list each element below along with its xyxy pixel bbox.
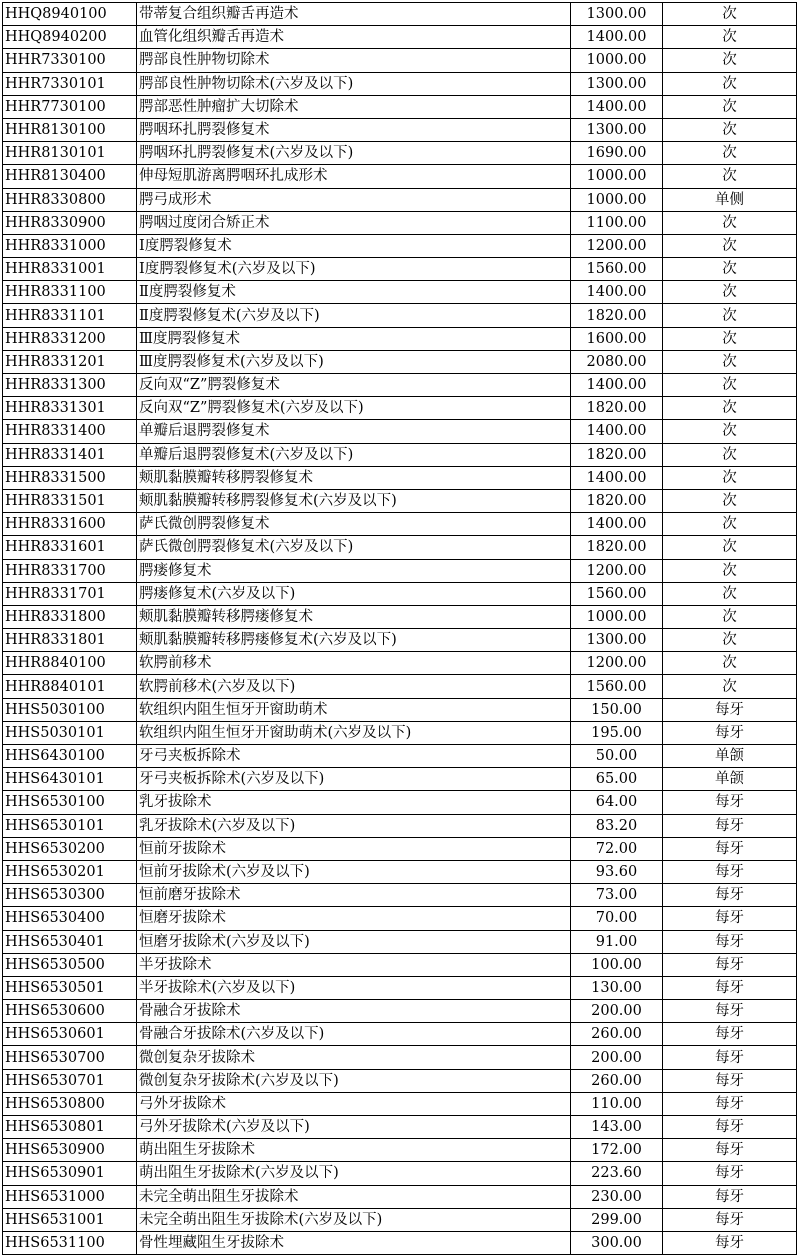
item-code-cell: HHR8331500 <box>3 466 137 489</box>
table-row <box>3 142 797 165</box>
item-code-cell: HHS6530701 <box>3 1069 137 1092</box>
item-code-cell: HHS6530100 <box>3 791 137 814</box>
item-price-cell: 1300.00 <box>571 118 663 141</box>
table-row <box>3 1046 797 1069</box>
item-unit-cell: 每牙 <box>663 953 797 976</box>
item-unit-cell: 每牙 <box>663 791 797 814</box>
item-name-cell: Ⅲ度腭裂修复术 <box>137 327 571 350</box>
item-name-cell: 软组织内阻生恒牙开窗助萌术 <box>137 698 571 721</box>
item-price-cell: 1690.00 <box>571 142 663 165</box>
item-name-cell: Ⅱ度腭裂修复术 <box>137 281 571 304</box>
table-row <box>3 652 797 675</box>
item-code-cell: HHS6530800 <box>3 1092 137 1115</box>
item-name-cell: 恒前磨牙拔除术 <box>137 884 571 907</box>
item-price-cell: 260.00 <box>571 1069 663 1092</box>
item-unit-cell: 次 <box>663 258 797 281</box>
item-code-cell: HHR8331701 <box>3 582 137 605</box>
table-row <box>3 72 797 95</box>
item-price-cell: 1400.00 <box>571 466 663 489</box>
table-row <box>3 605 797 628</box>
item-name-cell: 腭瘘修复术(六岁及以下) <box>137 582 571 605</box>
item-name-cell: 半牙拔除术 <box>137 953 571 976</box>
item-unit-cell: 次 <box>663 652 797 675</box>
item-code-cell: HHR8840100 <box>3 652 137 675</box>
item-price-cell: 1000.00 <box>571 605 663 628</box>
item-price-cell: 172.00 <box>571 1139 663 1162</box>
item-price-cell: 1400.00 <box>571 420 663 443</box>
item-price-cell: 200.00 <box>571 1046 663 1069</box>
item-name-cell: 萨氏微创腭裂修复术(六岁及以下) <box>137 536 571 559</box>
item-price-cell: 1300.00 <box>571 3 663 26</box>
item-name-cell: 软腭前移术(六岁及以下) <box>137 675 571 698</box>
item-code-cell: HHS6530200 <box>3 837 137 860</box>
table-row <box>3 721 797 744</box>
item-code-cell: HHS5030101 <box>3 721 137 744</box>
item-unit-cell: 每牙 <box>663 1092 797 1115</box>
item-name-cell: 软组织内阻生恒牙开窗助萌术(六岁及以下) <box>137 721 571 744</box>
item-price-cell: 91.00 <box>571 930 663 953</box>
item-code-cell: HHS6531100 <box>3 1231 137 1254</box>
table-row <box>3 860 797 883</box>
item-name-cell: 腭部恶性肿瘤扩大切除术 <box>137 95 571 118</box>
table-row <box>3 443 797 466</box>
item-code-cell: HHR7330101 <box>3 72 137 95</box>
item-unit-cell: 每牙 <box>663 930 797 953</box>
item-code-cell: HHR8130100 <box>3 118 137 141</box>
item-unit-cell: 次 <box>663 350 797 373</box>
item-unit-cell: 次 <box>663 559 797 582</box>
item-name-cell: 微创复杂牙拔除术 <box>137 1046 571 1069</box>
item-unit-cell: 每牙 <box>663 1046 797 1069</box>
item-price-cell: 223.60 <box>571 1162 663 1185</box>
item-unit-cell: 次 <box>663 374 797 397</box>
item-unit-cell: 次 <box>663 605 797 628</box>
item-unit-cell: 每牙 <box>663 698 797 721</box>
table-row <box>3 1116 797 1139</box>
item-unit-cell: 次 <box>663 536 797 559</box>
table-row <box>3 1162 797 1185</box>
item-code-cell: HHS6530900 <box>3 1139 137 1162</box>
table-row <box>3 165 797 188</box>
item-code-cell: HHR8330900 <box>3 211 137 234</box>
table-row <box>3 884 797 907</box>
item-price-cell: 1300.00 <box>571 72 663 95</box>
item-price-cell: 300.00 <box>571 1231 663 1254</box>
item-unit-cell: 次 <box>663 466 797 489</box>
item-name-cell: 颊肌黏膜瓣转移腭瘘修复术(六岁及以下) <box>137 629 571 652</box>
item-name-cell: 弓外牙拔除术(六岁及以下) <box>137 1116 571 1139</box>
table-row <box>3 698 797 721</box>
item-code-cell: HHS5030100 <box>3 698 137 721</box>
item-name-cell: 微创复杂牙拔除术(六岁及以下) <box>137 1069 571 1092</box>
table-row <box>3 1092 797 1115</box>
item-name-cell: 恒磨牙拔除术 <box>137 907 571 930</box>
item-price-cell: 130.00 <box>571 976 663 999</box>
item-name-cell: 反向双“Z”腭裂修复术(六岁及以下) <box>137 397 571 420</box>
item-name-cell: 恒前牙拔除术 <box>137 837 571 860</box>
item-price-cell: 1200.00 <box>571 234 663 257</box>
item-unit-cell: 次 <box>663 582 797 605</box>
item-price-cell: 1000.00 <box>571 188 663 211</box>
item-name-cell: 反向双“Z”腭裂修复术 <box>137 374 571 397</box>
table-row <box>3 26 797 49</box>
item-price-cell: 2080.00 <box>571 350 663 373</box>
table-row <box>3 629 797 652</box>
item-price-cell: 1820.00 <box>571 397 663 420</box>
item-unit-cell: 每牙 <box>663 837 797 860</box>
item-code-cell: HHR8331300 <box>3 374 137 397</box>
item-unit-cell: 次 <box>663 420 797 443</box>
item-price-cell: 1820.00 <box>571 536 663 559</box>
item-price-cell: 1820.00 <box>571 489 663 512</box>
table-row <box>3 791 797 814</box>
table-row <box>3 49 797 72</box>
item-unit-cell: 次 <box>663 281 797 304</box>
item-name-cell: Ⅲ度腭裂修复术(六岁及以下) <box>137 350 571 373</box>
table-row <box>3 211 797 234</box>
item-price-cell: 1820.00 <box>571 443 663 466</box>
item-name-cell: 腭弓成形术 <box>137 188 571 211</box>
item-code-cell: HHS6530700 <box>3 1046 137 1069</box>
item-unit-cell: 每牙 <box>663 1139 797 1162</box>
table-row <box>3 536 797 559</box>
item-name-cell: 牙弓夹板拆除术(六岁及以下) <box>137 768 571 791</box>
item-name-cell: 腭部良性肿物切除术(六岁及以下) <box>137 72 571 95</box>
item-unit-cell: 次 <box>663 49 797 72</box>
item-price-cell: 93.60 <box>571 860 663 883</box>
item-name-cell: 伸母短肌游离腭咽环扎成形术 <box>137 165 571 188</box>
item-name-cell: 腭瘘修复术 <box>137 559 571 582</box>
item-name-cell: 单瓣后退腭裂修复术(六岁及以下) <box>137 443 571 466</box>
item-price-cell: 72.00 <box>571 837 663 860</box>
item-price-cell: 200.00 <box>571 1000 663 1023</box>
table-row <box>3 745 797 768</box>
item-name-cell: 颊肌黏膜瓣转移腭裂修复术(六岁及以下) <box>137 489 571 512</box>
item-name-cell: 未完全萌出阻生牙拔除术 <box>137 1185 571 1208</box>
table-row <box>3 768 797 791</box>
table-row <box>3 374 797 397</box>
table-row <box>3 1069 797 1092</box>
table-row <box>3 397 797 420</box>
table-row <box>3 1000 797 1023</box>
item-code-cell: HHR8840101 <box>3 675 137 698</box>
item-price-cell: 1000.00 <box>571 49 663 72</box>
item-name-cell: Ⅰ度腭裂修复术(六岁及以下) <box>137 258 571 281</box>
item-unit-cell: 单颌 <box>663 745 797 768</box>
item-name-cell: 未完全萌出阻生牙拔除术(六岁及以下) <box>137 1208 571 1231</box>
item-price-cell: 1000.00 <box>571 165 663 188</box>
table-row <box>3 513 797 536</box>
item-code-cell: HHS6530600 <box>3 1000 137 1023</box>
item-name-cell: 软腭前移术 <box>137 652 571 675</box>
table-row <box>3 188 797 211</box>
item-unit-cell: 次 <box>663 397 797 420</box>
item-price-cell: 50.00 <box>571 745 663 768</box>
item-unit-cell: 每牙 <box>663 884 797 907</box>
item-code-cell: HHS6530901 <box>3 1162 137 1185</box>
item-name-cell: 颊肌黏膜瓣转移腭瘘修复术 <box>137 605 571 628</box>
item-price-cell: 70.00 <box>571 907 663 930</box>
table-row <box>3 1023 797 1046</box>
item-code-cell: HHS6530601 <box>3 1023 137 1046</box>
item-unit-cell: 每牙 <box>663 1116 797 1139</box>
item-unit-cell: 每牙 <box>663 721 797 744</box>
item-price-cell: 1400.00 <box>571 374 663 397</box>
item-code-cell: HHR8331400 <box>3 420 137 443</box>
item-price-cell: 110.00 <box>571 1092 663 1115</box>
item-price-cell: 73.00 <box>571 884 663 907</box>
item-price-cell: 83.20 <box>571 814 663 837</box>
item-unit-cell: 每牙 <box>663 907 797 930</box>
item-code-cell: HHS6530201 <box>3 860 137 883</box>
item-code-cell: HHR8331800 <box>3 605 137 628</box>
item-price-cell: 1560.00 <box>571 582 663 605</box>
item-name-cell: 萌出阻生牙拔除术(六岁及以下) <box>137 1162 571 1185</box>
item-code-cell: HHS6530300 <box>3 884 137 907</box>
item-name-cell: 萌出阻生牙拔除术 <box>137 1139 571 1162</box>
item-code-cell: HHR8331100 <box>3 281 137 304</box>
item-price-cell: 1400.00 <box>571 26 663 49</box>
table-row <box>3 675 797 698</box>
table-row <box>3 559 797 582</box>
item-code-cell: HHR7730100 <box>3 95 137 118</box>
item-code-cell: HHS6530801 <box>3 1116 137 1139</box>
table-row <box>3 1231 797 1254</box>
table-row <box>3 234 797 257</box>
table-row <box>3 837 797 860</box>
item-unit-cell: 单侧 <box>663 188 797 211</box>
table-row <box>3 930 797 953</box>
item-code-cell: HHS6530500 <box>3 953 137 976</box>
item-price-cell: 195.00 <box>571 721 663 744</box>
table-row <box>3 118 797 141</box>
item-unit-cell: 次 <box>663 95 797 118</box>
item-price-cell: 1400.00 <box>571 95 663 118</box>
item-name-cell: 弓外牙拔除术 <box>137 1092 571 1115</box>
item-price-cell: 65.00 <box>571 768 663 791</box>
item-code-cell: HHR8331700 <box>3 559 137 582</box>
table-row <box>3 304 797 327</box>
item-code-cell: HHS6531001 <box>3 1208 137 1231</box>
item-unit-cell: 次 <box>663 26 797 49</box>
item-code-cell: HHR8331301 <box>3 397 137 420</box>
item-unit-cell: 次 <box>663 142 797 165</box>
table-row <box>3 327 797 350</box>
item-name-cell: 单瓣后退腭裂修复术 <box>137 420 571 443</box>
item-price-cell: 299.00 <box>571 1208 663 1231</box>
item-name-cell: 腭部良性肿物切除术 <box>137 49 571 72</box>
item-price-cell: 64.00 <box>571 791 663 814</box>
item-unit-cell: 次 <box>663 327 797 350</box>
item-unit-cell: 每牙 <box>663 976 797 999</box>
table-row <box>3 466 797 489</box>
item-code-cell: HHR8331601 <box>3 536 137 559</box>
item-unit-cell: 每牙 <box>663 1162 797 1185</box>
item-unit-cell: 每牙 <box>663 860 797 883</box>
item-unit-cell: 单颌 <box>663 768 797 791</box>
item-price-cell: 260.00 <box>571 1023 663 1046</box>
item-unit-cell: 每牙 <box>663 1069 797 1092</box>
item-name-cell: 腭咽过度闭合矫正术 <box>137 211 571 234</box>
item-code-cell: HHR7330100 <box>3 49 137 72</box>
item-name-cell: 牙弓夹板拆除术 <box>137 745 571 768</box>
table-row <box>3 3 797 26</box>
table-row <box>3 907 797 930</box>
item-unit-cell: 每牙 <box>663 1185 797 1208</box>
table-row <box>3 1208 797 1231</box>
item-unit-cell: 每牙 <box>663 814 797 837</box>
item-price-cell: 1600.00 <box>571 327 663 350</box>
item-price-cell: 1400.00 <box>571 281 663 304</box>
item-unit-cell: 次 <box>663 211 797 234</box>
item-code-cell: HHR8331501 <box>3 489 137 512</box>
item-unit-cell: 每牙 <box>663 1208 797 1231</box>
item-price-cell: 143.00 <box>571 1116 663 1139</box>
table-row <box>3 420 797 443</box>
item-name-cell: 带蒂复合组织瓣舌再造术 <box>137 3 571 26</box>
item-name-cell: Ⅱ度腭裂修复术(六岁及以下) <box>137 304 571 327</box>
item-code-cell: HHR8331201 <box>3 350 137 373</box>
item-unit-cell: 次 <box>663 629 797 652</box>
item-price-cell: 100.00 <box>571 953 663 976</box>
item-name-cell: 腭咽环扎腭裂修复术(六岁及以下) <box>137 142 571 165</box>
item-name-cell: 颊肌黏膜瓣转移腭裂修复术 <box>137 466 571 489</box>
item-code-cell: HHQ8940200 <box>3 26 137 49</box>
item-name-cell: 恒磨牙拔除术(六岁及以下) <box>137 930 571 953</box>
item-unit-cell: 每牙 <box>663 1000 797 1023</box>
item-price-cell: 1400.00 <box>571 513 663 536</box>
item-code-cell: HHS6530400 <box>3 907 137 930</box>
item-code-cell: HHR8331600 <box>3 513 137 536</box>
item-price-cell: 230.00 <box>571 1185 663 1208</box>
item-unit-cell: 次 <box>663 443 797 466</box>
item-code-cell: HHS6430101 <box>3 768 137 791</box>
item-name-cell: 骨融合牙拔除术 <box>137 1000 571 1023</box>
table-row <box>3 953 797 976</box>
table-body <box>3 3 797 1255</box>
item-code-cell: HHR8331401 <box>3 443 137 466</box>
item-unit-cell: 每牙 <box>663 1231 797 1254</box>
item-price-cell: 1200.00 <box>571 652 663 675</box>
table-row <box>3 281 797 304</box>
table-row <box>3 582 797 605</box>
table-row <box>3 1139 797 1162</box>
item-code-cell: HHS6530401 <box>3 930 137 953</box>
item-unit-cell: 每牙 <box>663 1023 797 1046</box>
item-price-cell: 1560.00 <box>571 675 663 698</box>
item-code-cell: HHR8331000 <box>3 234 137 257</box>
item-code-cell: HHR8130400 <box>3 165 137 188</box>
item-name-cell: 萨氏微创腭裂修复术 <box>137 513 571 536</box>
item-code-cell: HHQ8940100 <box>3 3 137 26</box>
item-name-cell: 骨融合牙拔除术(六岁及以下) <box>137 1023 571 1046</box>
item-name-cell: 半牙拔除术(六岁及以下) <box>137 976 571 999</box>
table-row <box>3 95 797 118</box>
table-row <box>3 489 797 512</box>
table-row <box>3 258 797 281</box>
item-unit-cell: 次 <box>663 3 797 26</box>
item-name-cell: 乳牙拔除术(六岁及以下) <box>137 814 571 837</box>
item-unit-cell: 次 <box>663 118 797 141</box>
item-price-cell: 150.00 <box>571 698 663 721</box>
item-price-cell: 1820.00 <box>571 304 663 327</box>
item-name-cell: 血管化组织瓣舌再造术 <box>137 26 571 49</box>
item-code-cell: HHR8330800 <box>3 188 137 211</box>
item-unit-cell: 次 <box>663 489 797 512</box>
item-code-cell: HHR8331801 <box>3 629 137 652</box>
table-row <box>3 1185 797 1208</box>
item-unit-cell: 次 <box>663 165 797 188</box>
item-name-cell: 腭咽环扎腭裂修复术 <box>137 118 571 141</box>
item-name-cell: 恒前牙拔除术(六岁及以下) <box>137 860 571 883</box>
item-unit-cell: 次 <box>663 675 797 698</box>
table-row <box>3 814 797 837</box>
item-name-cell: 骨性埋藏阻生牙拔除术 <box>137 1231 571 1254</box>
item-code-cell: HHR8331200 <box>3 327 137 350</box>
item-code-cell: HHR8130101 <box>3 142 137 165</box>
item-price-cell: 1560.00 <box>571 258 663 281</box>
item-code-cell: HHR8331001 <box>3 258 137 281</box>
item-code-cell: HHS6531000 <box>3 1185 137 1208</box>
item-code-cell: HHS6530101 <box>3 814 137 837</box>
price-table <box>2 2 797 1255</box>
item-unit-cell: 次 <box>663 513 797 536</box>
item-unit-cell: 次 <box>663 234 797 257</box>
item-price-cell: 1200.00 <box>571 559 663 582</box>
table-row <box>3 976 797 999</box>
item-unit-cell: 次 <box>663 72 797 95</box>
table-row <box>3 350 797 373</box>
item-price-cell: 1300.00 <box>571 629 663 652</box>
item-name-cell: Ⅰ度腭裂修复术 <box>137 234 571 257</box>
item-code-cell: HHS6430100 <box>3 745 137 768</box>
item-unit-cell: 次 <box>663 304 797 327</box>
item-name-cell: 乳牙拔除术 <box>137 791 571 814</box>
item-code-cell: HHS6530501 <box>3 976 137 999</box>
item-code-cell: HHR8331101 <box>3 304 137 327</box>
item-price-cell: 1100.00 <box>571 211 663 234</box>
